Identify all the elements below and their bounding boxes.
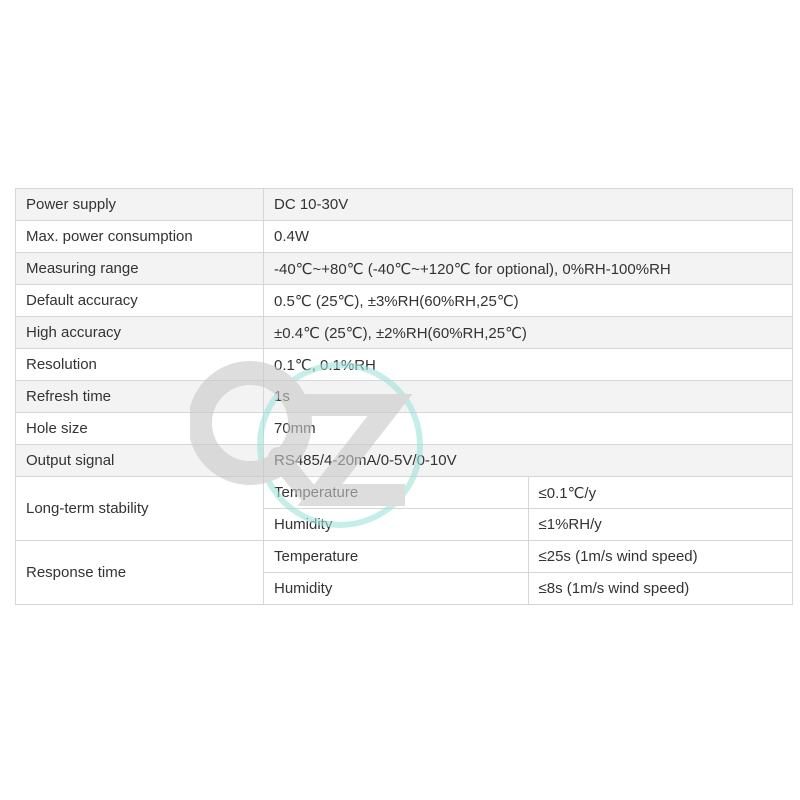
row-value: 0.1℃, 0.1%RH (264, 349, 793, 381)
row-value: 70mm (264, 413, 793, 445)
row-label: Refresh time (16, 381, 264, 413)
long-term-stability-humidity-value: ≤1%RH/y (528, 509, 793, 541)
row-value: RS485/4-20mA/0-5V/0-10V (264, 445, 793, 477)
long-term-stability-humidity-label: Humidity (264, 509, 529, 541)
table-row (16, 541, 793, 573)
long-term-stability-temperature-value: ≤0.1℃/y (528, 477, 793, 509)
row-label: Power supply (16, 189, 264, 221)
row-value: ±0.4℃ (25℃), ±2%RH(60%RH,25℃) (264, 317, 793, 349)
row-label: Max. power consumption (16, 221, 264, 253)
row-value: DC 10-30V (264, 189, 793, 221)
response-time-label: Response time (16, 541, 264, 605)
table-row (16, 477, 793, 509)
table-row (16, 285, 793, 317)
row-label: Measuring range (16, 253, 264, 285)
long-term-stability-label: Long-term stability (16, 477, 264, 541)
table-row (16, 317, 793, 349)
row-value: 0.4W (264, 221, 793, 253)
table-row (16, 381, 793, 413)
table-row (16, 349, 793, 381)
table-row (16, 221, 793, 253)
row-label: Resolution (16, 349, 264, 381)
row-value: -40℃~+80℃ (-40℃~+120℃ for optional), 0%RH-100%RH (264, 253, 793, 285)
response-time-temperature-value: ≤25s (1m/s wind speed) (528, 541, 793, 573)
row-value: 1s (264, 381, 793, 413)
spec-table (15, 188, 793, 605)
table-row (16, 445, 793, 477)
response-time-humidity-label: Humidity (264, 573, 529, 605)
table-row (16, 413, 793, 445)
response-time-temperature-label: Temperature (264, 541, 529, 573)
row-label: Default accuracy (16, 285, 264, 317)
long-term-stability-temperature-label: Temperature (264, 477, 529, 509)
response-time-humidity-value: ≤8s (1m/s wind speed) (528, 573, 793, 605)
row-value: 0.5℃ (25℃), ±3%RH(60%RH,25℃) (264, 285, 793, 317)
table-row (16, 189, 793, 221)
row-label: Output signal (16, 445, 264, 477)
table-row (16, 253, 793, 285)
row-label: High accuracy (16, 317, 264, 349)
row-label: Hole size (16, 413, 264, 445)
